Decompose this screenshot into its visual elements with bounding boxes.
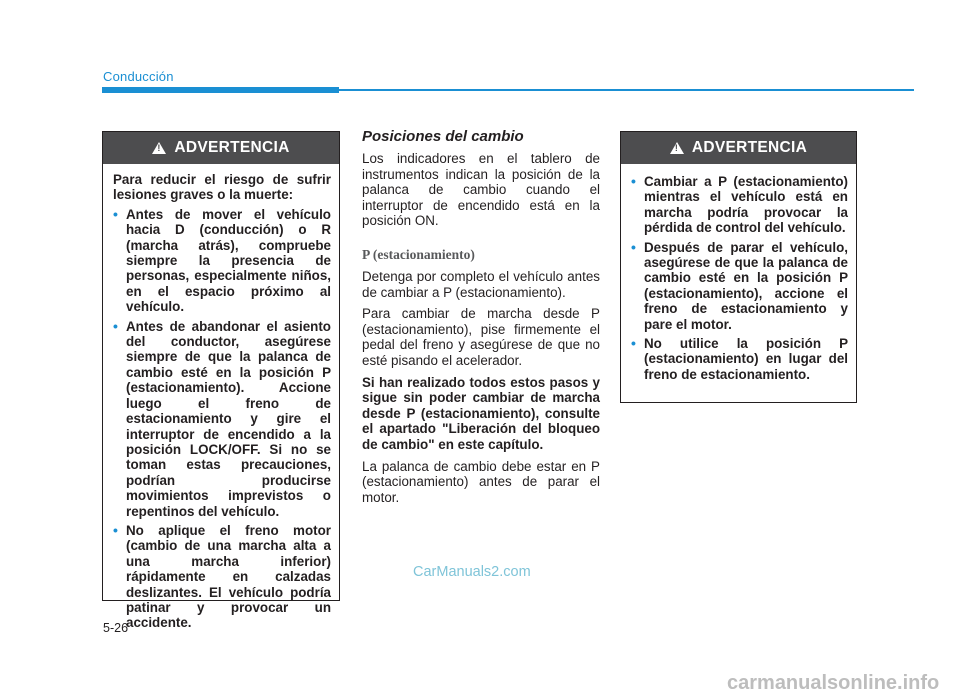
bullet-icon: •	[113, 317, 118, 334]
shift-positions-heading: Posiciones del cambio	[362, 128, 524, 145]
bullet-icon: •	[631, 238, 636, 255]
park-paragraph-3: Si han realizado todos estos pasos y sigue sin poder cambiar de marcha desde P (estacionamiento), consulte el apartado "Liberación del bloqueo de cambio" en este capítulo.	[362, 374, 600, 452]
footer-watermark: carmanualsonline.info	[727, 672, 940, 694]
section-title: Conducción	[103, 69, 174, 84]
left-warning-intro: Para reducir el riesgo de sufrir lesiones graves o la muerte:	[113, 172, 331, 203]
right-warning-list	[631, 174, 848, 382]
warning-triangle-icon	[670, 142, 684, 154]
shift-positions-intro: Los indicadores en el tablero de instrumentos indican la posición de la palanca de cambio cuando el interruptor de encendido está en la posición ON.	[362, 151, 600, 229]
park-paragraph-1: Detenga por completo el vehículo antes de cambiar a P (estacionamiento).	[362, 268, 600, 300]
list-item: • Cambiar a P (estacionamiento) mientras el vehículo está en marcha podría provocar la pérdida de control del vehículo.	[631, 173, 848, 236]
bullet-icon: •	[113, 521, 118, 538]
bullet-icon: •	[631, 335, 636, 352]
list-item: • No utilice la posición P (estacionamiento) en lugar del freno de estacionamiento.	[631, 335, 848, 382]
header-rule-thick	[102, 87, 339, 93]
bullet-icon: •	[631, 173, 636, 189]
right-warning-body	[621, 164, 856, 392]
header-rule-thin	[339, 89, 914, 91]
left-warning-body	[103, 164, 339, 641]
left-warning-header	[103, 132, 339, 164]
right-warning-box	[620, 131, 857, 403]
park-subheading: P (estacionamiento)	[362, 246, 475, 262]
park-paragraph-4: La palanca de cambio debe estar en P (estacionamiento) antes de parar el motor.	[362, 458, 600, 505]
list-item: • Antes de mover el vehículo hacia D (conducción) o R (marcha atrás), compruebe siempre la presencia de personas, especialmente niños, en el espacio próximo al vehículo.	[113, 205, 331, 315]
park-paragraph-2: Para cambiar de marcha desde P (estacionamiento), pise firmemente el pedal del freno y asegúrese de que no esté pisando el acelerador.	[362, 306, 600, 368]
list-item: • Después de parar el vehículo, asegúrese de que la palanca de cambio esté en la posición P (estacionamiento), accione el freno de estacionamiento y pare el motor.	[631, 238, 848, 332]
left-warning-list	[113, 207, 331, 631]
right-warning-header	[621, 132, 856, 164]
bullet-icon: •	[113, 205, 118, 222]
watermark-link[interactable]: CarManuals2.com	[413, 564, 531, 580]
middle-column	[362, 128, 600, 511]
list-item: • No aplique el freno motor (cambio de una marcha alta a una marcha inferior) rápidamente en calzadas deslizantes. El vehículo podría patinar y provocar un accidente.	[113, 521, 331, 631]
list-item: • Antes de abandonar el asiento del conductor, asegúrese siempre de que la palanca de cambio esté en la posición P (estacionamiento). Accione luego el freno de estacionamiento y gire el interruptor de encendido a la posición LOCK/OFF. Si no se toman estas precauciones, podrían producirse movimientos imprevistos o repentinos del vehículo.	[113, 317, 331, 519]
left-warning-title: ADVERTENCIA	[174, 139, 290, 156]
warning-triangle-icon	[152, 142, 166, 154]
page-number: 5-26	[103, 621, 129, 635]
right-warning-title: ADVERTENCIA	[691, 139, 808, 156]
